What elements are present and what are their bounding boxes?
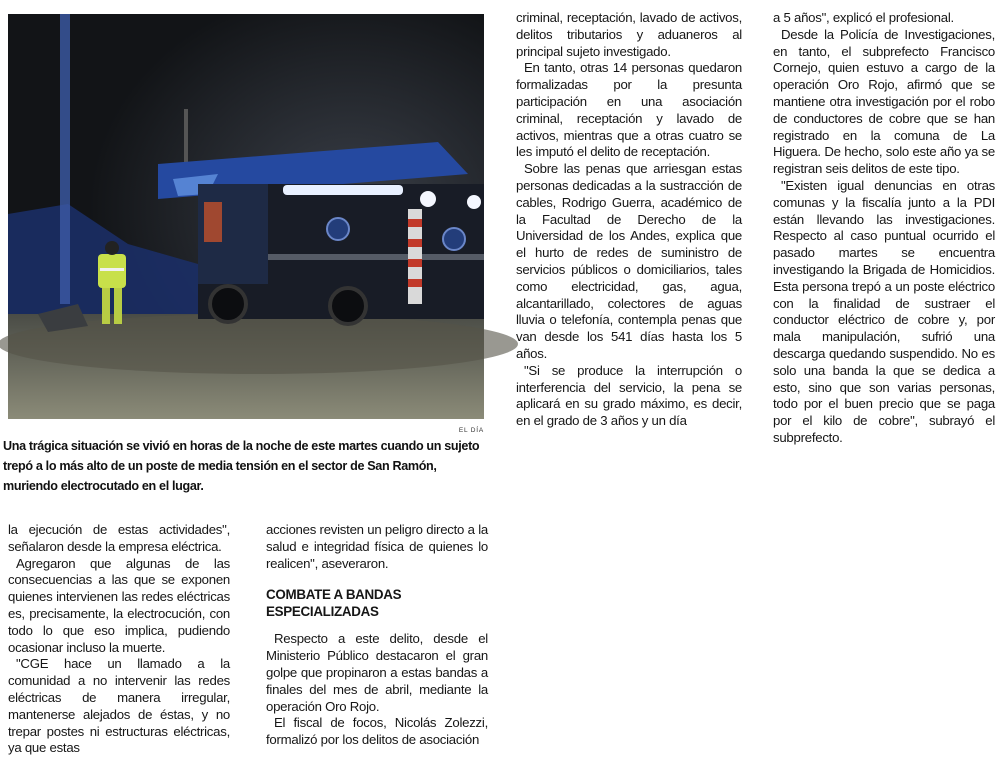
truck-wheel [210, 286, 246, 322]
paragraph: Desde la Policía de Investigaciones, en tanto, el subprefecto Francisco Cornejo, quien estuvo a cargo de la operación Oro Rojo, afirmó que se mantiene otra investigación por el robo de conductores de cobre que se han registrado en la comuna de La Higuera. De hecho, solo este año ya se registran seis delitos de este tipo. [773, 26, 995, 177]
truck-emblem [327, 218, 349, 240]
paragraph: En tanto, otras 14 personas quedaron formalizadas por la presunta participación en una asociación criminal, receptación y lavado de activos, mientras que a otras cuatro se les imputó el delito de receptación. [516, 60, 742, 160]
firefighter-leg-2 [114, 288, 122, 324]
truck-emblem-2 [443, 228, 465, 250]
truck-wheel-2 [330, 288, 366, 324]
firefighter-leg [102, 288, 110, 324]
paragraph: a 5 años", explicó el profesional. [773, 10, 954, 25]
paragraph: Sobre las penas que arriesgan estas personas dedicadas a la sustracción de cables, Rodrigo Guerra, académico de la Facultad de Derecho de la Universidad de los Andes, explica que el hurto de redes de suministro de servicios públicos o domiciliarios, tales como electricidad, gas, agua, alcantarillado, colectores de aguas lluvia o telefonía, contempla penas que van desde los 541 días hasta los 5 años. [516, 161, 742, 361]
paragraph: acciones revisten un peligro directo a la salud e integridad física de quienes lo realicen", aseveraron. [266, 522, 488, 571]
hazard-stripe-4 [408, 279, 422, 287]
hazard-stripe-3 [408, 259, 422, 267]
paragraph: Respecto a este delito, desde el Ministerio Público destacaron el gran golpe que propinaron a estas bandas a finales del mes de abril, mediante la operación Oro Rojo. [266, 631, 488, 714]
paragraph: la ejecución de estas actividades", señalaron desde la empresa eléctrica. [8, 522, 230, 554]
firefighter-helmet [105, 241, 119, 255]
section-subheading: COMBATE A BANDAS ESPECIALIZADAS [266, 587, 402, 620]
photo-caption: Una trágica situación se vivió en horas de la noche de este martes cuando un sujeto trepó a lo más alto de un poste de media tensión en el sector de San Ramón, muriendo electrocutado en el lugar. [3, 439, 480, 493]
truck-stripe [268, 254, 484, 260]
truck-headlight [420, 191, 436, 207]
cab-window-glow [204, 202, 222, 242]
hazard-stripe [408, 219, 422, 227]
paragraph: Agregaron que algunas de las consecuencias a las que se exponen quienes intervienen las redes eléctricas es, precisamente, la electrocución, con todo lo que eso implica, pudiendo ocasionar incluso la muerte. [8, 555, 230, 655]
paragraph: criminal, receptación, lavado de activos, delitos tributarios y aduaneros al principal sujeto investigado. [516, 10, 742, 59]
hazard-stripe-2 [408, 239, 422, 247]
paragraph: "CGE hace un llamado a la comunidad a no intervenir las redes eléctricas de manera irregular, mantenerse alejados de éstas, y no trepar postes ni estructuras eléctricas, ya que estas [8, 656, 230, 756]
utility-pole [60, 14, 70, 304]
photo-credit: EL DÍA [458, 427, 484, 434]
truck-headlight-2 [467, 195, 481, 209]
vest-reflector [100, 268, 124, 271]
paragraph: "Existen igual denuncias en otras comunas y la fiscalía junto a la PDI están llevando las investigaciones. Respecto al caso puntual ocurrido el pasado martes se encuentra investigando la Brigada de Homicidios. Esta persona trepó a un poste eléctrico con la finalidad de sustraer el conductor eléctrico de cobre y, por mala manipulación, sufrió una descarga quedando suspendido. No es solo una banda la que se dedica a esto, sino que son varias personas, todo por el buen precio que se paga por el kilo de cobre", subrayó el subprefecto. [773, 177, 995, 445]
article-column-3 [516, 10, 742, 430]
truck-light-bar [283, 185, 403, 195]
paragraph: "Si se produce la interrupción o interferencia del servicio, la pena se aplicará en su grado máximo, es decir, en el grado de 3 años y un día [516, 362, 742, 429]
news-photo [8, 14, 484, 419]
fire-truck-night-scene [8, 14, 484, 419]
article-column-2 [266, 522, 488, 749]
article-column-4 [773, 10, 995, 447]
distant-pole [184, 109, 188, 169]
article-column-1 [8, 522, 230, 757]
paragraph: El fiscal de focos, Nicolás Zolezzi, formalizó por los delitos de asociación [266, 715, 488, 748]
